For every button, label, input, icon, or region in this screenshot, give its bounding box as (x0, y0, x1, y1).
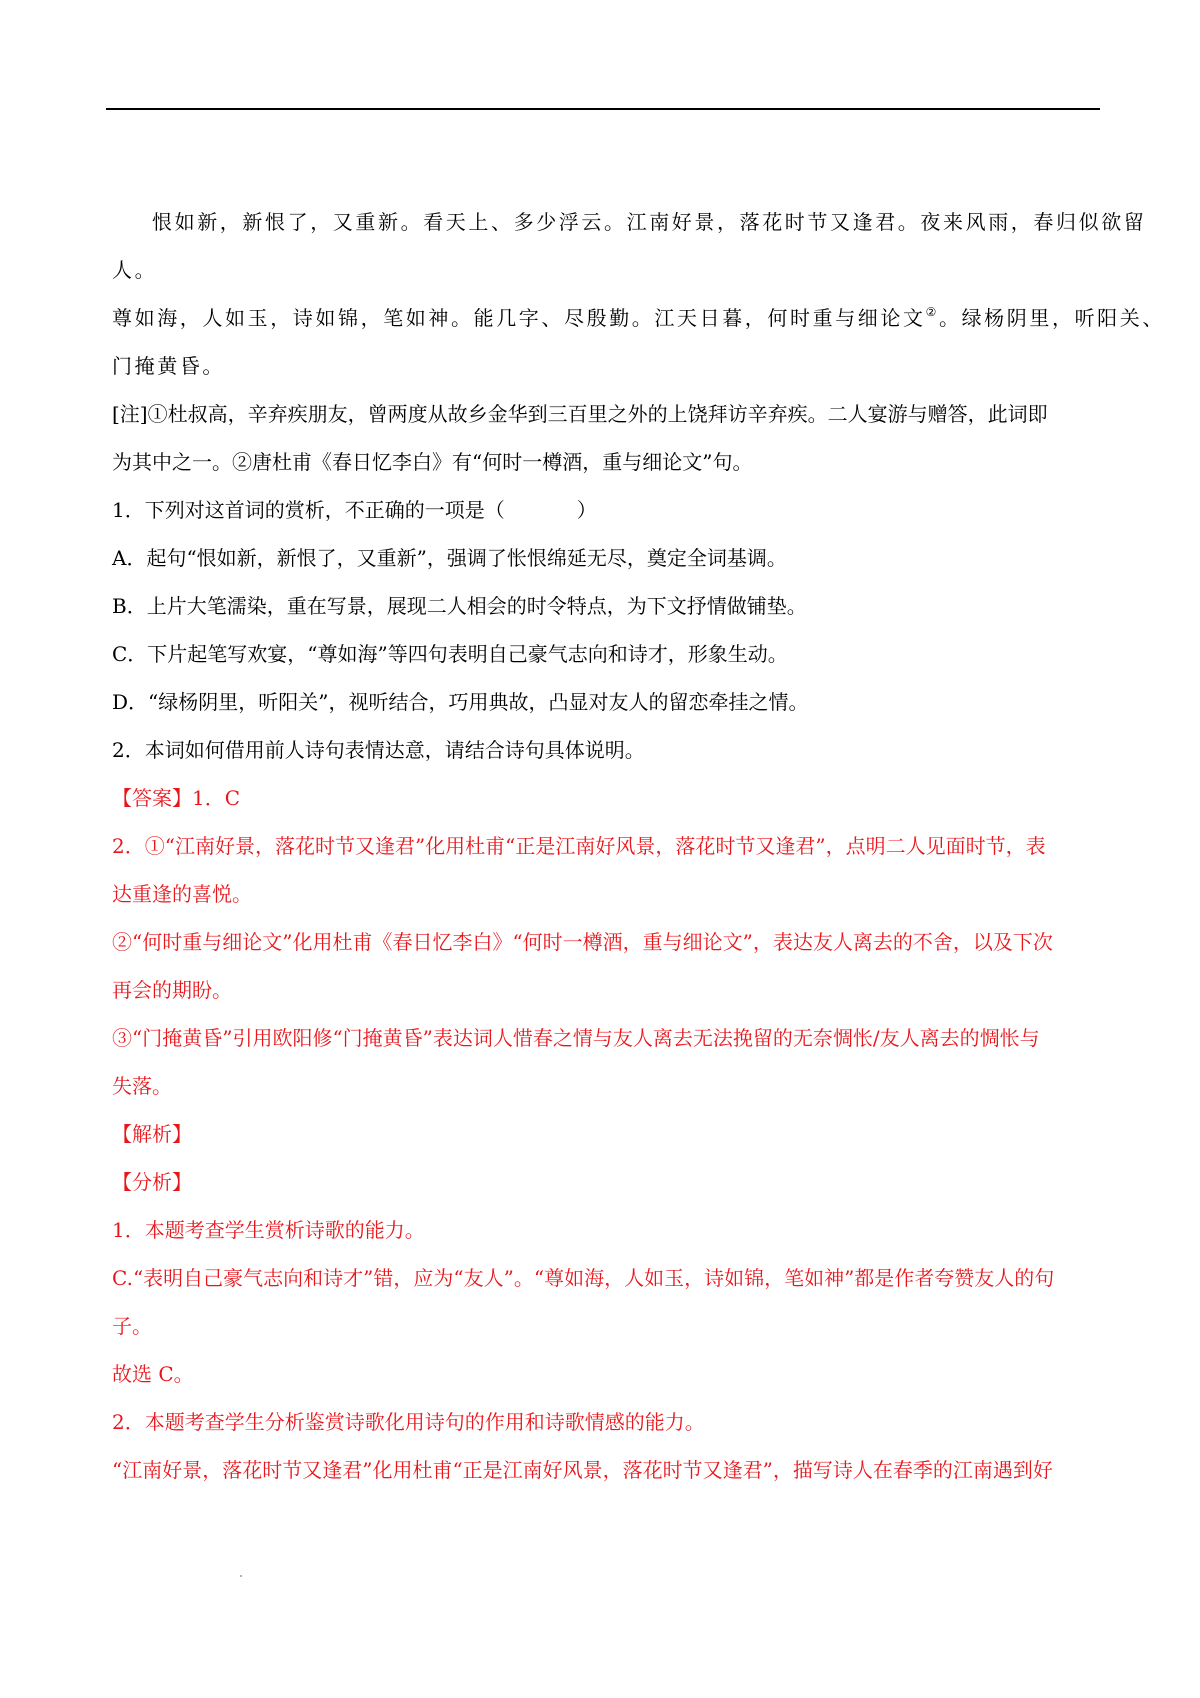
analysis-point-1-detail: C.“表明自己豪气志向和诗才”错，应为“友人”。“尊如海，人如玉，诗如锦，笔如神”都是作者夸赞友人的句 (112, 1266, 1055, 1290)
option-a: A．起句“恨如新，新恨了，又重新”，强调了怅恨绵延无尽，奠定全词基调。 (112, 546, 787, 570)
analysis-label: 【解析】 (112, 1122, 192, 1146)
option-d: D．“绿杨阴里，听阳关”，视听结合，巧用典故，凸显对友人的留恋牵挂之情。 (112, 690, 809, 714)
analysis-point-1-choice: 故选 C。 (112, 1362, 194, 1386)
question-2: 2．本词如何借用前人诗句表情达意，请结合诗句具体说明。 (112, 738, 645, 762)
answer-2-part-2-cont: 再会的期盼。 (112, 978, 232, 1002)
poem-line-2 (112, 294, 1165, 342)
poem-line-2-text: 尊如海，人如玉，诗如锦，笔如神。能几字、尽殷勤。江天日暮，何时重与细论文 (112, 306, 926, 330)
question-1-close: ） (576, 498, 597, 522)
header-rule (106, 108, 1100, 110)
answer-label: 【答案】1．C (112, 786, 241, 810)
answer-2-part-2: ②“何时重与细论文”化用杜甫《春日忆李白》“何时一樽酒，重与细论文”，表达友人离去的不舍，以及下次 (112, 930, 1053, 954)
analysis-point-2: 2．本题考查学生分析鉴赏诗歌化用诗句的作用和诗歌情感的能力。 (112, 1410, 705, 1434)
document-body (112, 198, 1165, 1494)
poem-line-2-cont: 门掩黄昏。 (112, 354, 225, 378)
answer-2-part-3: ③“门掩黄昏”引用欧阳修“门掩黄昏”表达词人惜春之情与友人离去无法挽留的无奈惆怅/友人离去的惆怅与 (112, 1026, 1040, 1050)
footnote-marker: ② (925, 305, 939, 319)
answer-2-part-3-cont: 失落。 (112, 1074, 172, 1098)
poem-line-1-cont: 人。 (112, 258, 158, 282)
question-1 (112, 486, 1100, 534)
question-1-text: 1．下列对这首词的赏析，不正确的一项是（ (112, 498, 505, 522)
option-c: C．下片起笔写欢宴，“尊如海”等四句表明自己豪气志向和诗才，形象生动。 (112, 642, 788, 666)
analysis-point-1: 1．本题考查学生赏析诗歌的能力。 (112, 1218, 425, 1242)
note-line-1: [注]①杜叔高，辛弃疾朋友，曾两度从故乡金华到三百里之外的上饶拜访辛弃疾。二人宴游与赠答，此词即 (112, 402, 1048, 426)
poem-line-1: 恨如新，新恨了，又重新。看天上、多少浮云。江南好景，落花时节又逢君。夜来风雨，春归似欲留 (152, 210, 1147, 234)
poem-line-2-end: 。绿杨阴里，听阳关、 (938, 306, 1165, 330)
answer-2-part-1-cont: 达重逢的喜悦。 (112, 882, 252, 906)
footer-mark (240, 1575, 242, 1577)
analysis-point-2-detail: “江南好景，落花时节又逢君”化用杜甫“正是江南好风景，落花时节又逢君”，描写诗人在春季的江南遇到好 (112, 1458, 1053, 1482)
analysis-point-1-detail-cont: 子。 (112, 1314, 152, 1338)
analysis-sub-label: 【分析】 (112, 1170, 192, 1194)
option-b: B．上片大笔濡染，重在写景，展现二人相会的时令特点，为下文抒情做铺垫。 (112, 594, 807, 618)
answer-2-part-1: 2．①“江南好景，落花时节又逢君”化用杜甫“正是江南好风景，落花时节又逢君”，点明二人见面时节，表 (112, 834, 1046, 858)
note-line-2: 为其中之一。②唐杜甫《春日忆李白》有“何时一樽酒，重与细论文”句。 (112, 450, 753, 474)
